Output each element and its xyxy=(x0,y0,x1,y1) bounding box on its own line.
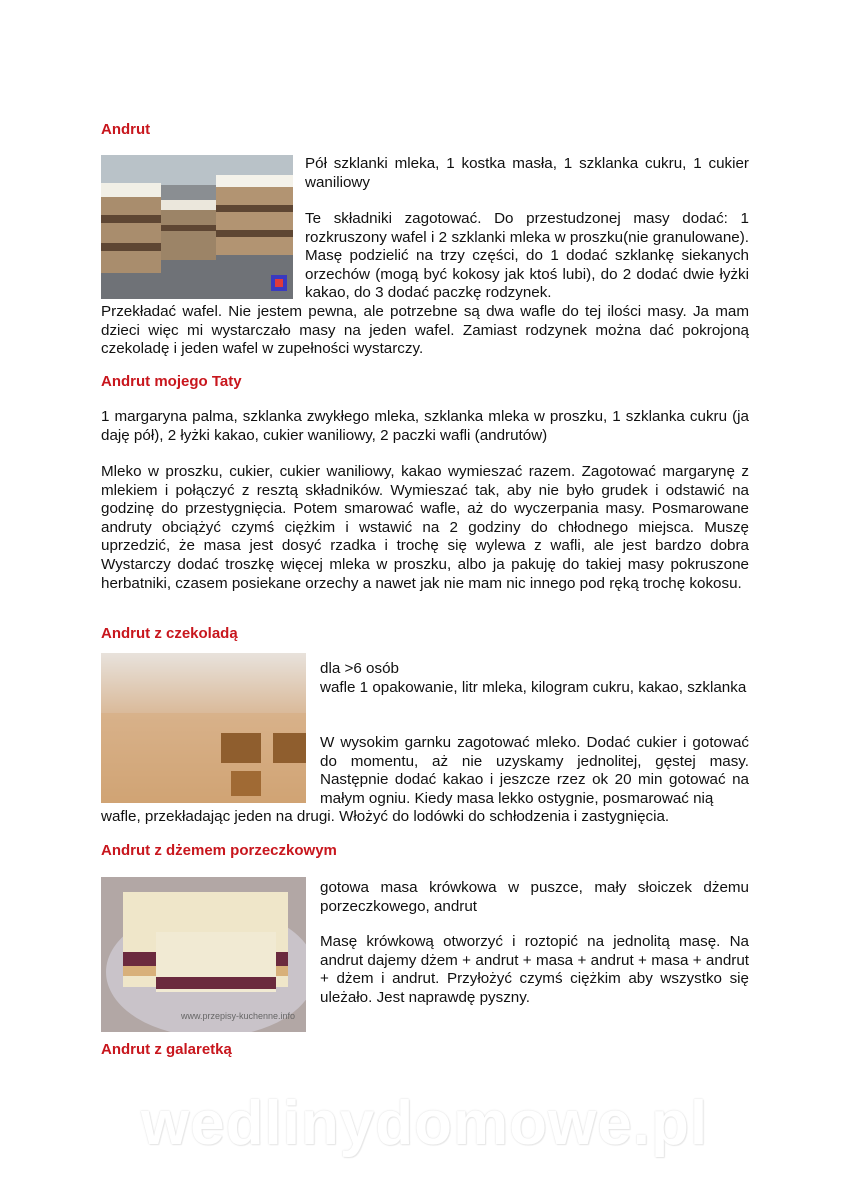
taty-ingredients: 1 margaryna palma, szklanka zwykłego mleka, szklanka mleka w proszku, 1 szklanka cukru (ja daję pół), 2 łyżki kakao, cukier waniliowy, 2 paczki wafli (andrutów) xyxy=(101,408,749,444)
watermark: wedlinydomowe.pl xyxy=(140,1089,709,1158)
dzem-instructions: Masę krówkową otworzyć i roztopić na jednolitą masę. Na andrut dajemy dżem + andrut + masa + andrut + masa + andrut + dżem i andrut. Przyłożyć czymś ciężkim aby wszystko się uleżało. Jest naprawdę pyszny. xyxy=(320,933,749,1006)
recipe-title-andrut-z-dzemem: Andrut z dżemem porzeczkowym xyxy=(101,842,337,859)
recipe-title-andrut-z-galaretka: Andrut z galaretką xyxy=(101,1041,232,1058)
andrut-ingredients: Pół szklanki mleka, 1 kostka masła, 1 szklanka cukru, 1 cukier waniliowy xyxy=(305,155,749,191)
andrut-instructions-part1: Te składniki zagotować. Do przestudzonej masy dodać: 1 rozkruszony wafel i 2 szklanki mleka w proszku(nie granulowane). Masę podzielić na trzy części, do 1 dodać szklankę siekanych orzechów (mogą być kokosy jak ktoś lubi), do 2 dodać dwie łyżki kakao, do 3 dodać paczkę rodzynek. xyxy=(305,210,749,302)
czekolada-instructions-part1: W wysokim garnku zagotować mleko. Dodać cukier i gotować do momentu, aż nie uzyskamy jednolitej, gęstej masy. Następnie dodać kakao i jeszcze rzez ok 20 min gotować na małym ogniu. Kiedy masa lekko ostygnie, posmarować nią xyxy=(320,734,749,807)
andrut-instructions-part2: Przekładać wafel. Nie jestem pewna, ale potrzebne są dwa wafle do tej ilości masy. Ja mam dzieci więc mi wystarczało masy na jeden wafel. Zamiast rodzynek można dać pokrojoną czekoladę i jeden wafel w zupełności wystarczy. xyxy=(101,303,749,358)
andrut-photo xyxy=(101,155,293,299)
dzem-photo-caption: www.przepisy-kuchenne.info xyxy=(181,1011,296,1021)
taty-instructions: Mleko w proszku, cukier, cukier waniliowy, kakao wymieszać razem. Zagotować margarynę z mlekiem i połączyć z resztą składników. Wymieszać tak, aby nie było grudek i odstawić na godzinę do przestygnięcia. Potem smarować wafle, aż do wyczerpania masy. Posmarowane andruty obciążyć czymś ciężkim i wstawić na 2 godziny do chłodnego miejsca. Muszę uprzedzić, że masa jest dosyć rzadka i trochę się wylewa z wafli, ale jest bardzo dobra Wystarczy dodać troszkę więcej mleka w proszku, albo ja pakuję do takiej masy pokruszone herbatniki, czasem posiekane orzechy a nawet jak nie mam nic innego pod ręką trochę kokosu. xyxy=(101,463,749,592)
czekolada-instructions-part2: wafle, przekładając jeden na drugi. Włożyć do lodówki do schłodzenia i zastygnięcia. xyxy=(101,808,670,825)
dzem-photo xyxy=(101,877,306,1032)
recipe-title-andrut-mojego-taty: Andrut mojego Taty xyxy=(101,373,242,390)
czekolada-servings: dla >6 osób xyxy=(320,660,399,677)
recipe-title-andrut-z-czekolada: Andrut z czekoladą xyxy=(101,625,238,642)
czekolada-ingredients: wafle 1 opakowanie, litr mleka, kilogram cukru, kakao, szklanka xyxy=(320,679,747,696)
dzem-ingredients: gotowa masa krówkowa w puszce, mały słoiczek dżemu porzeczkowego, andrut xyxy=(320,879,749,915)
recipe-title-andrut: Andrut xyxy=(101,121,151,138)
czekolada-photo xyxy=(101,653,306,803)
